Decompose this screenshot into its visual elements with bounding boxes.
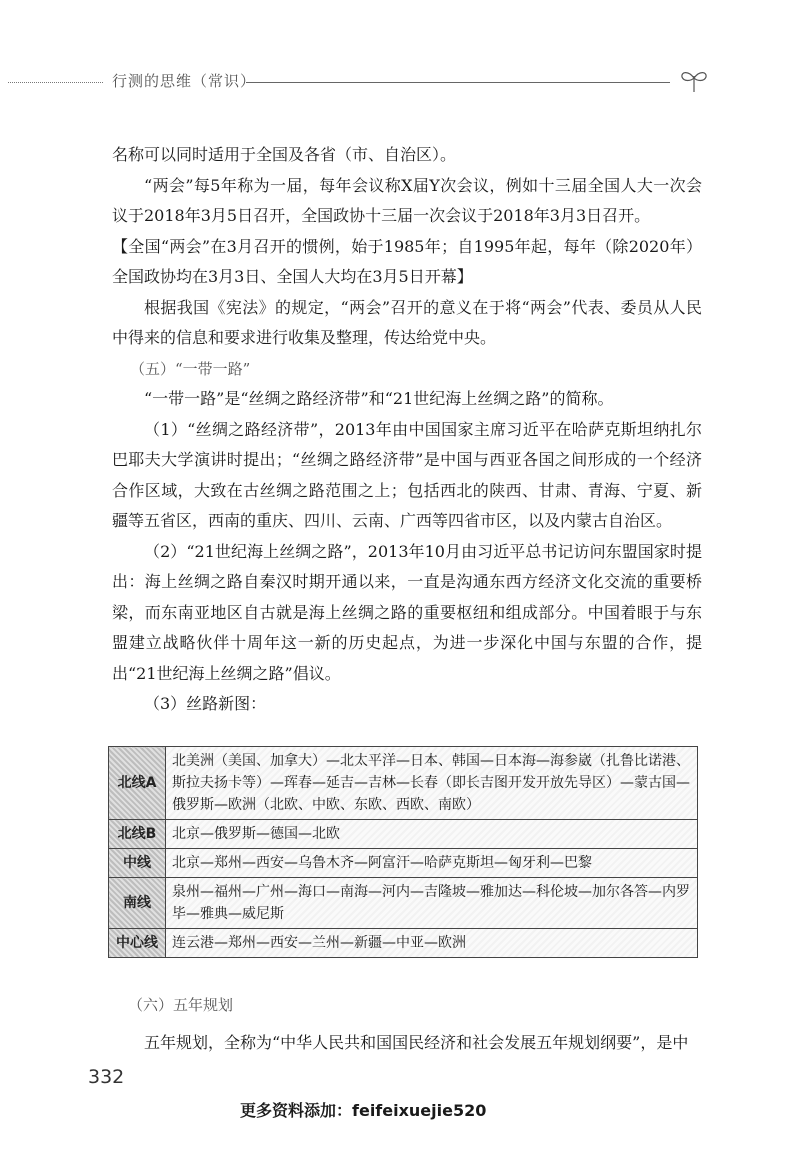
header-title: 行测的思维（常识） <box>112 72 257 90</box>
paragraph: “两会”每5年称为一届，每年会议称X届Y次会议，例如十三届全国人大一次会议于2018年3月5日召开，全国政协十三届一次会议于2018年3月3日召开。 <box>112 175 702 225</box>
route-path: 北京—俄罗斯—德国—北欧 <box>166 820 698 849</box>
route-path: 连云港—郑州—西安—兰州—新疆—中亚—欧洲 <box>166 929 698 958</box>
route-name: 北线B <box>109 820 166 849</box>
paragraph: （3）丝路新图： <box>144 694 267 713</box>
section-heading: （五）“一带一路” <box>130 359 251 378</box>
page-number: 332 <box>88 1066 125 1088</box>
paragraph: “一带一路”是“丝绸之路经济带”和“21世纪海上丝绸之路”的简称。 <box>144 389 614 408</box>
promo-text: 更多资料添加：feifeixuejie520 <box>240 1101 487 1120</box>
paragraph: 根据我国《宪法》的规定，“两会”召开的意义在于将“两会”代表、委员从人民中得来的信息和要求进行收集及整理，传达给党中央。 <box>112 297 702 347</box>
leaf-icon <box>678 66 710 96</box>
table-row <box>109 929 698 958</box>
running-header <box>0 66 800 100</box>
table-row <box>109 747 698 820</box>
route-path: 泉州—福州—广州—海口—南海—河内—吉隆坡—雅加达—科伦坡—加尔各答—内罗毕—雅典—威尼斯 <box>166 878 698 929</box>
route-name: 中心线 <box>109 929 166 958</box>
paragraph: 名称可以同时适用于全国及各省（市、自治区）。 <box>112 145 457 164</box>
paragraph: 五年规划，全称为“中华人民共和国国民经济和社会发展五年规划纲要”，是中 <box>144 1033 689 1052</box>
paragraph: （1）“丝绸之路经济带”，2013年由中国国家主席习近平在哈萨克斯坦纳扎尔巴耶夫大学演讲时提出；“丝绸之路经济带”是中国与西亚各国之间形成的一个经济合作区域，大致在古丝绸之路范围之上；包括西北的陕西、甘肃、青海、宁夏、新疆等五省区，西南的重庆、四川、云南、广西等四省市区，以及内蒙古自治区。 <box>112 419 702 530</box>
note-paragraph: 【全国“两会”在3月召开的惯例，始于1985年；自1995年起，每年（除2020年）全国政协均在3月3日、全国人大均在3月5日开幕】 <box>112 236 702 286</box>
route-path: 北京—郑州—西安—乌鲁木齐—阿富汗—哈萨克斯坦—匈牙利—巴黎 <box>166 849 698 878</box>
route-name: 南线 <box>109 878 166 929</box>
header-rule <box>246 82 670 83</box>
table-row <box>109 878 698 929</box>
route-name: 北线A <box>109 747 166 820</box>
body-text <box>112 140 702 720</box>
header-dotted-rule <box>8 82 103 83</box>
table-row <box>109 820 698 849</box>
route-path: 北美洲（美国、加拿大）—北太平洋—日本、韩国—日本海—海参崴（扎鲁比诺港、斯拉夫扬卡等）—珲春—延吉—吉林—长春（即长吉图开发开放先导区）—蒙古国—俄罗斯—欧洲（北欧、中欧、东欧、西欧、南欧） <box>166 747 698 820</box>
section-heading: （六）五年规划 <box>128 996 234 1014</box>
silk-road-table <box>108 746 698 958</box>
paragraph: （2）“21世纪海上丝绸之路”，2013年10月由习近平总书记访问东盟国家时提出：海上丝绸之路自秦汉时期开通以来，一直是沟通东西方经济文化交流的重要桥梁，而东南亚地区自古就是海上丝绸之路的重要枢纽和组成部分。中国着眼于与东盟建立战略伙伴十周年这一新的历史起点，为进一步深化中国与东盟的合作，提出“21世纪海上丝绸之路”倡议。 <box>112 541 702 683</box>
table-row <box>109 849 698 878</box>
route-name: 中线 <box>109 849 166 878</box>
